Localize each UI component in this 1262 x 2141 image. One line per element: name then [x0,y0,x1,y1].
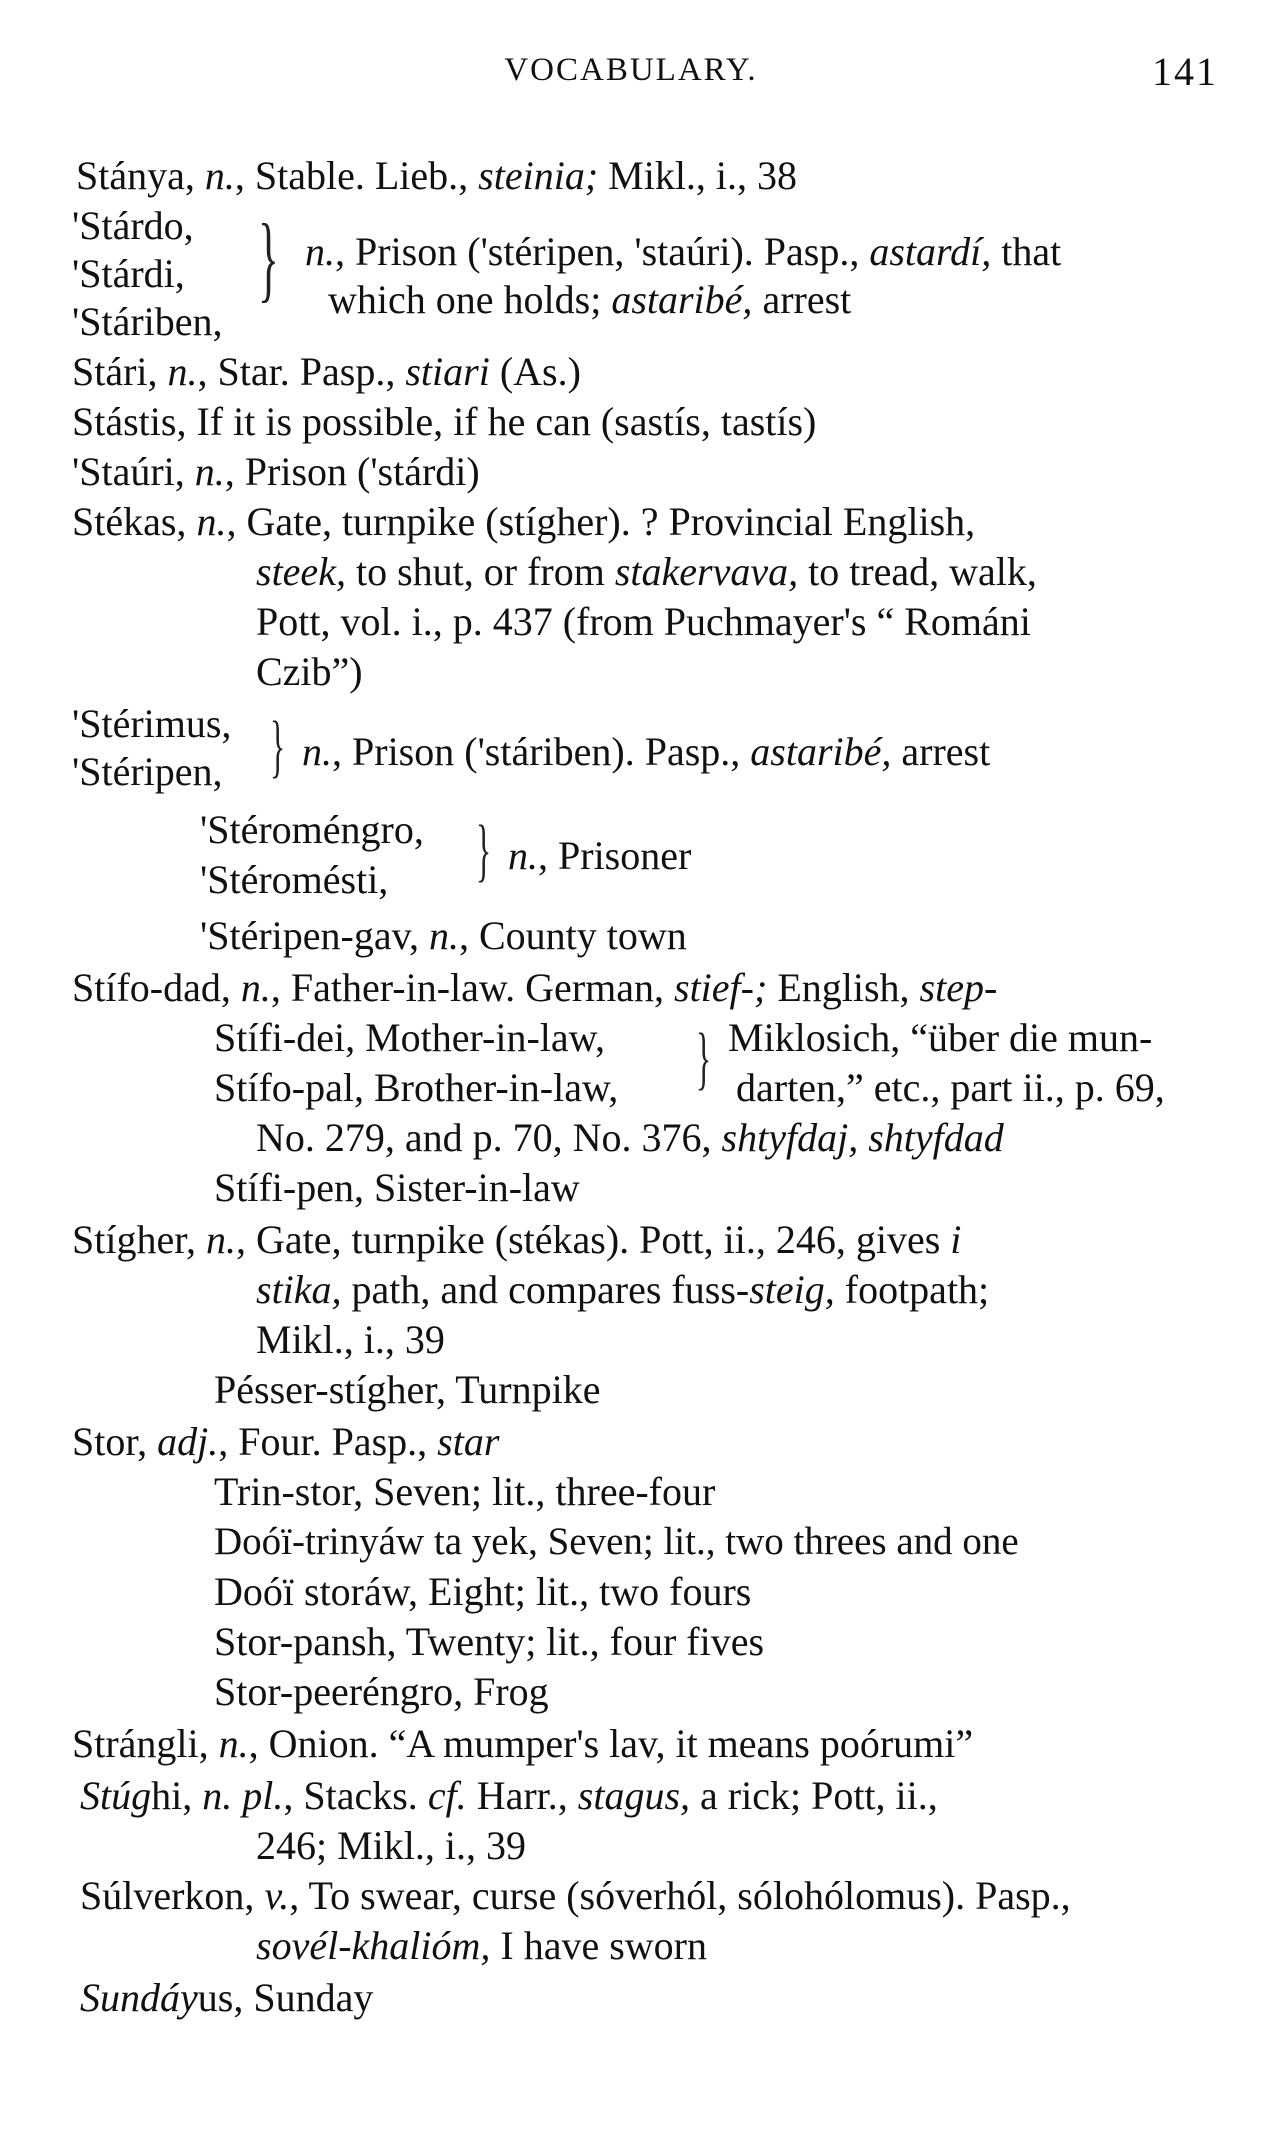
subentry-trin-stor: Trin-stor, Seven; lit., three-four [214,1469,716,1514]
entry-stauri: 'Staúri, n., Prison ('stárdi) [72,449,480,494]
headword-stariben: 'Stáriben, [72,299,223,344]
brace-steromengro-group: } [476,812,492,889]
entry-stekas-cont-1: steek, to shut, or from stakervava, to tread, walk, [256,549,1037,594]
brace-sterimus-group: } [270,708,286,785]
subentry-stifi-pen: Stífi-pen, Sister-in-law [214,1165,580,1210]
entry-stari: Stári, n., Star. Pasp., stiari (As.) [72,349,581,394]
headword-steromengro: 'Stéroméngro, [200,807,424,852]
headword-stardo: 'Stárdo, [72,203,194,248]
entry-stekas: Stékas, n., Gate, turnpike (stígher). ? Provincial English, [72,499,976,544]
subentry-stor-peerengro: Stor-peeréngro, Frog [214,1669,549,1714]
subentry-dooi-storaw: Doóï storáw, Eight; lit., two fours [214,1569,752,1614]
entry-stughi-cont: 246; Mikl., i., 39 [256,1823,527,1868]
entry-stifo-dad: Stífo-dad, n., Father-in-law. German, stief-; English, step- [72,965,998,1010]
page-number: 141 [1152,49,1218,94]
entry-stekas-cont-3: Czib”) [256,649,363,694]
entry-stigher-cont-2: Mikl., i., 39 [256,1317,445,1362]
entry-stigher-cont-1: stika, path, and compares fuss-steig, footpath; [256,1267,990,1312]
headword-stardi: 'Stárdi, [72,251,185,296]
entry-stekas-cont-2: Pott, vol. i., p. 437 (from Puchmayer's “ Románi [256,599,1031,644]
entry-sulverkon-cont: sovél-khalióm, I have sworn [256,1923,707,1968]
subentry-pesser-stigher: Pésser-stígher, Turnpike [214,1367,601,1412]
brace-stardo-group: } [258,204,279,311]
entry-stanya: Stánya, n., Stable. Lieb., steinia; Mikl., i., 38 [76,153,798,198]
subentry-stifi-dei: Stífi-dei, Mother-in-law, [214,1015,605,1060]
entry-sundayus: Sundáyus, Sunday [80,1975,374,2020]
entry-stigher: Stígher, n., Gate, turnpike (stékas). Pott, ii., 246, gives i [72,1217,962,1262]
definition-steromengro: n., Prisoner [508,833,692,878]
headword-sterimus: 'Stérimus, [72,701,232,746]
definition-stardo: n., Prison ('stéripen, 'staúri). Pasp., astardí, that [305,229,1062,274]
definition-sterimus: n., Prison ('stáriben). Pasp., astaribé, arrest [302,729,991,774]
stifo-note-1: Miklosich, “über die mun- [728,1015,1153,1060]
subentry-stifo-pal: Stífo-pal, Brother-in-law, [214,1065,619,1110]
headword-steripen: 'Stéripen, [72,749,223,794]
brace-stifo-group: } [696,1020,712,1097]
subentry-dooi-trinyaw: Doóï-trinyáw ta yek, Seven; lit., two threes and one [214,1520,1019,1563]
entry-steripen-gav: 'Stéripen-gav, n., County town [200,913,687,958]
definition-stardo-cont: which one holds; astaribé, arrest [328,277,852,322]
headword-steromesti: 'Stéromésti, [200,857,389,902]
running-header: VOCABULARY. [504,52,758,88]
entry-stughi: Stúghi, n. pl., Stacks. cf. Harr., stagus, a rick; Pott, ii., [80,1773,938,1818]
stifo-note-2: darten,” etc., part ii., p. 69, [736,1065,1165,1110]
entry-strangli: Strángli, n., Onion. “A mumper's lav, it means poórumi” [72,1721,974,1766]
stifo-note-3: No. 279, and p. 70, No. 376, shtyfdaj, shtyfdad [256,1115,1004,1160]
entry-sulverkon: Súlverkon, v., To swear, curse (sóverhól, sólohólomus). Pasp., [80,1873,1071,1918]
entry-stastis: Stástis, If it is possible, if he can (sastís, tastís) [72,399,817,444]
subentry-stor-pansh: Stor-pansh, Twenty; lit., four fives [214,1619,765,1664]
entry-stor: Stor, adj., Four. Pasp., star [72,1419,500,1464]
